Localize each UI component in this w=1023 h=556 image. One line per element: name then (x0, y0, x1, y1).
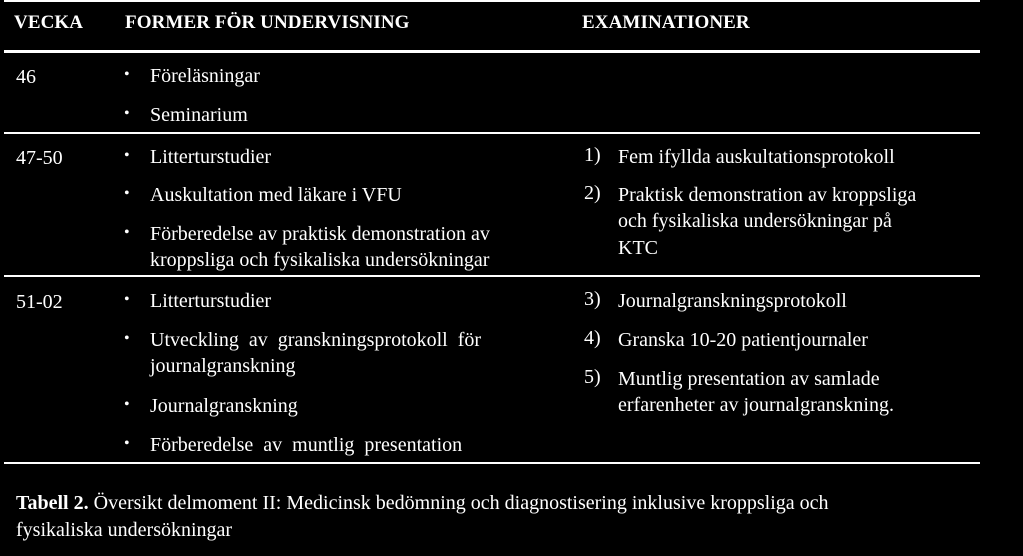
table-top-rule (4, 0, 980, 2)
header-week: VECKA (14, 12, 84, 33)
list-item-continued: journalgranskning (150, 355, 296, 377)
list-item: Föreläsningar (150, 65, 260, 87)
caption-text: Översikt delmoment II: Medicinsk bedömning och diagnostisering inklusive kroppsliga och (88, 492, 829, 514)
bullet-icon: • (124, 66, 130, 83)
table-bottom-rule (4, 462, 980, 464)
exam-item: Muntlig presentation av samlade (618, 368, 880, 390)
exam-number: 3) (584, 288, 601, 310)
row-week-47-50: 47-50 (16, 147, 63, 169)
list-item: Utveckling av granskningsprotokoll för (150, 329, 482, 351)
header-forms: FORMER FÖR UNDERVISNING (125, 12, 410, 33)
exam-item: Praktisk demonstration av kroppsliga (618, 184, 917, 206)
caption-line-1 (16, 490, 1006, 517)
list-item: Auskultation med läkare i VFU (150, 184, 402, 206)
exam-item: Fem ifyllda auskultationsprotokoll (618, 146, 895, 168)
exam-number: 1) (584, 144, 601, 166)
exam-item-continued: och fysikaliska undersökningar på (618, 210, 892, 232)
exam-number: 4) (584, 327, 601, 349)
row-rule (4, 275, 980, 277)
caption-label: Tabell 2. (16, 492, 89, 514)
bullet-icon: • (124, 330, 130, 347)
bullet-icon: • (124, 185, 130, 202)
bullet-icon: • (124, 147, 130, 164)
list-item: Förberedelse av muntlig presentation (150, 434, 463, 456)
exam-number: 2) (584, 182, 601, 204)
exam-item: Journalgranskningsprotokoll (618, 290, 847, 312)
header-exams: EXAMINATIONER (582, 12, 750, 33)
caption-line-2: fysikaliska undersökningar (16, 519, 233, 541)
list-item: Journalgranskning (150, 395, 298, 417)
table-caption (16, 490, 1006, 544)
header-rule (4, 50, 980, 53)
row-week-51-02: 51-02 (16, 291, 63, 313)
list-item-continued: kroppsliga och fysikaliska undersökningar (150, 249, 490, 271)
exam-item-continued: KTC (618, 237, 658, 259)
list-item: Litterturstudier (150, 146, 272, 168)
list-item: Förberedelse av praktisk demonstration av (150, 223, 490, 245)
list-item: Litterturstudier (150, 290, 272, 312)
row-week-46: 46 (16, 66, 36, 88)
bullet-icon: • (124, 396, 130, 413)
row-rule (4, 132, 980, 134)
bullet-icon: • (124, 435, 130, 452)
bullet-icon: • (124, 291, 130, 308)
exam-number: 5) (584, 366, 601, 388)
exam-item: Granska 10-20 patientjournaler (618, 329, 868, 351)
exam-item-continued: erfarenheter av journalgranskning. (618, 394, 894, 416)
bullet-icon: • (124, 105, 130, 122)
list-item: Seminarium (150, 104, 248, 126)
bullet-icon: • (124, 224, 130, 241)
